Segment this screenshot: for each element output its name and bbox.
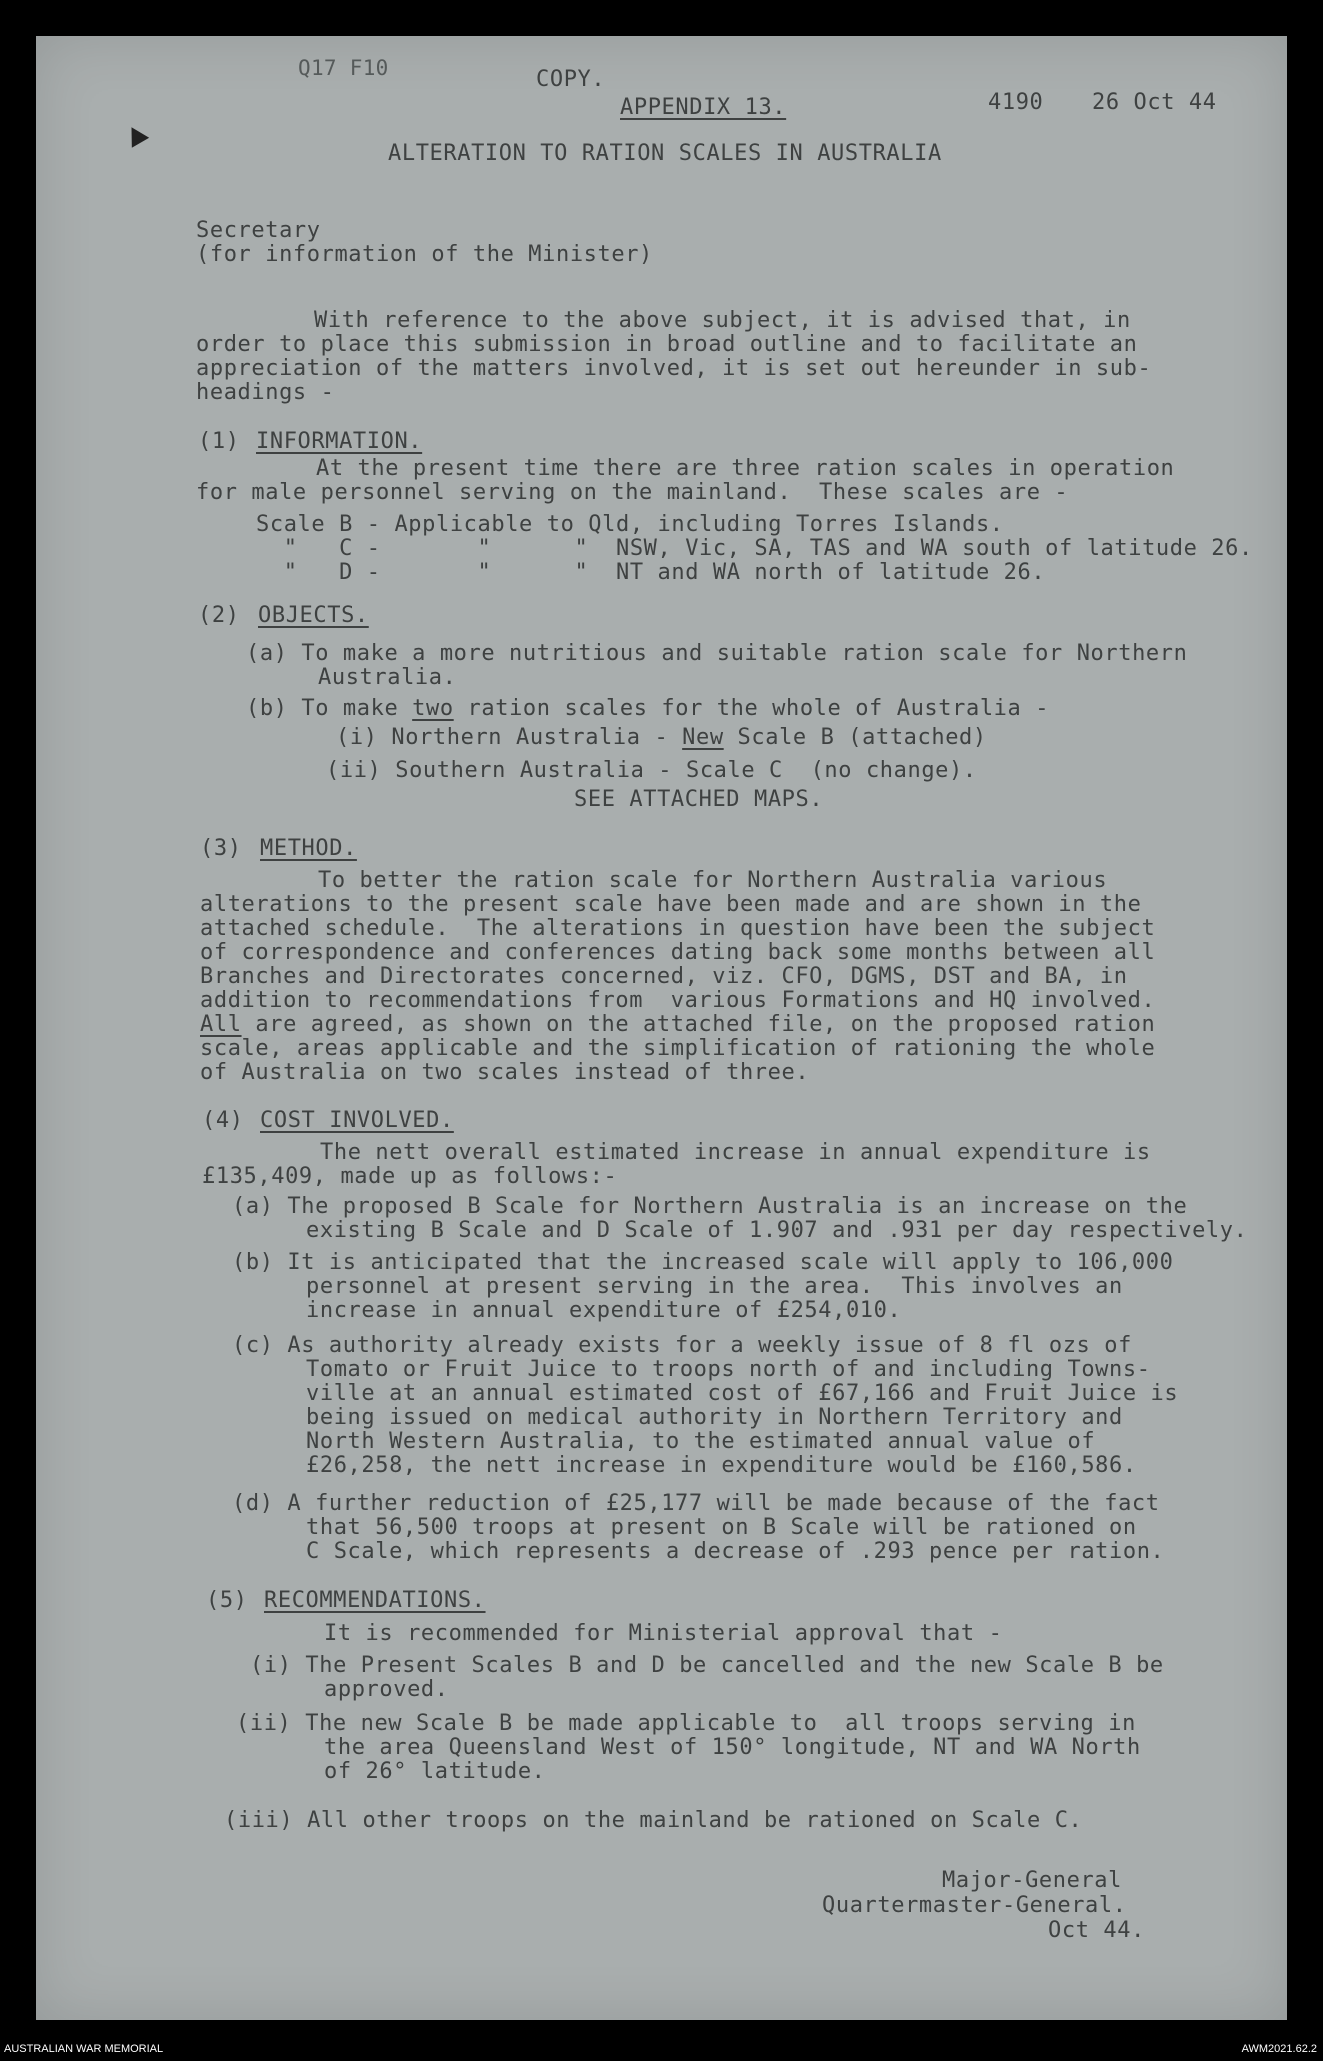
recommendation-ii: of 26° latitude. [324, 1759, 546, 1784]
section-3-line: of correspondence and conferences dating back some months between all [200, 940, 1156, 965]
cost-a-line: (a) The proposed B Scale for Northern Australia is an increase on the [232, 1194, 1188, 1219]
section-1-heading: INFORMATION. [256, 429, 423, 454]
cost-b-line: (b) It is anticipated that the increased scale will apply to 106,000 [232, 1250, 1174, 1275]
section-1-number: (1) [198, 429, 240, 454]
recommendation-i: approved. [324, 1677, 449, 1702]
emphasis-new: New [682, 725, 724, 750]
cost-d-line: C Scale, which represents a decrease of .293 pence per ration. [306, 1539, 1165, 1564]
scale-b-line: Scale B - Applicable to Qld, including Torres Islands. [256, 512, 1004, 537]
section-3-line: alterations to the present scale have been made and are shown in the [200, 892, 1142, 917]
recommendation-iii: (iii) All other troops on the mainland be rationed on Scale C. [224, 1808, 1083, 1833]
copy-label: COPY. [536, 67, 606, 92]
recommendation-ii: (ii) The new Scale B be made applicable to all troops serving in [236, 1711, 1136, 1736]
footer-accession-number: AWM2021.62.2 [1241, 2043, 1317, 2055]
intro-line: headings - [196, 380, 335, 405]
appendix-label: APPENDIX 13. [620, 95, 787, 120]
objective-a-line: (a) To make a more nutritious and suitable ration scale for Northern [246, 641, 1188, 666]
section-4-heading: COST INVOLVED. [260, 1108, 454, 1133]
scale-c-line: " C - " " NSW, Vic, SA, TAS and WA south of latitude 26. [256, 536, 1253, 561]
cost-c-line: Tomato or Fruit Juice to troops north of and including Towns- [306, 1357, 1151, 1382]
objective-a-line: Australia. [318, 665, 457, 690]
section-4-number: (4) [202, 1108, 244, 1133]
section-3-line: addition to recommendations from various Formations and HQ involved. [200, 988, 1156, 1013]
cost-c-line: North Western Australia, to the estimated annual value of [306, 1429, 1096, 1454]
cost-b-line: increase in annual expenditure of £254,010. [306, 1298, 902, 1323]
signature-date: Oct 44. [1048, 1918, 1145, 1943]
section-5-heading: RECOMMENDATIONS. [264, 1588, 486, 1613]
section-3-line: scale, areas applicable and the simplification of rationing the whole [200, 1036, 1156, 1061]
objective-b-ii: (ii) Southern Australia - Scale C (no change). [326, 758, 977, 783]
cost-a-line: existing B Scale and D Scale of 1.907 and .931 per day respectively. [306, 1218, 1248, 1243]
intro-line: appreciation of the matters involved, it is set out hereunder in sub- [196, 356, 1152, 381]
section-1-line: At the present time there are three ration scales in operation [316, 456, 1175, 481]
section-3-line: of Australia on two scales instead of three. [200, 1060, 810, 1085]
addressee-line1: Secretary [196, 218, 321, 243]
emphasis-all: All [200, 1012, 242, 1037]
document-title: ALTERATION TO RATION SCALES IN AUSTRALIA [388, 141, 942, 166]
intro-line: With reference to the above subject, it is advised that, in [314, 308, 1131, 333]
objective-b-i: (i) Northern Australia - New Scale B (attached) [336, 725, 987, 750]
emphasis-two: two [412, 696, 454, 721]
objective-b-line: (b) To make two ration scales for the whole of Australia - [246, 696, 1050, 721]
section-3-line: attached schedule. The alterations in question have been the subject [200, 916, 1156, 941]
cost-b-line: personnel at present serving in the area. This involves an [306, 1274, 1123, 1299]
cost-c-line: being issued on medical authority in Northern Territory and [306, 1405, 1123, 1430]
section-5-number: (5) [206, 1588, 248, 1613]
file-reference: Q17 F10 [298, 56, 389, 80]
addressee-line2: (for information of the Minister) [196, 242, 653, 267]
recommendation-intro: It is recommended for Ministerial approval that - [324, 1621, 1003, 1646]
intro-line: order to place this submission in broad outline and to facilitate an [196, 332, 1138, 357]
document-number: 4190 [988, 90, 1044, 115]
document-page [36, 36, 1287, 2020]
scale-d-line: " D - " " NT and WA north of latitude 26. [256, 560, 1046, 585]
section-2-heading: OBJECTS. [258, 603, 369, 628]
section-1-line: for male personnel serving on the mainland. These scales are - [196, 480, 1069, 505]
section-3-line: To better the ration scale for Northern Australia various [318, 868, 1108, 893]
cost-d-line: (d) A further reduction of £25,177 will be made because of the fact [232, 1491, 1160, 1516]
section-2-number: (2) [198, 603, 240, 628]
see-attached-maps: SEE ATTACHED MAPS. [574, 787, 824, 812]
recommendation-ii: the area Queensland West of 150° longitude, NT and WA North [324, 1735, 1141, 1760]
signature-rank: Major-General [942, 1868, 1122, 1893]
section-4-line: £135,409, made up as follows:- [202, 1164, 618, 1189]
section-3-line: All are agreed, as shown on the attached file, on the proposed ration [200, 1012, 1156, 1037]
footer-institution: AUSTRALIAN WAR MEMORIAL [4, 2043, 164, 2055]
section-3-line: Branches and Directorates concerned, viz. CFO, DGMS, DST and BA, in [200, 964, 1128, 989]
cost-d-line: that 56,500 troops at present on B Scale will be rationed on [306, 1515, 1137, 1540]
section-3-number: (3) [200, 836, 242, 861]
signature-title: Quartermaster-General. [822, 1893, 1127, 1918]
section-4-line: The nett overall estimated increase in annual expenditure is [320, 1140, 1151, 1165]
cost-c-line: £26,258, the nett increase in expenditure would be £160,586. [306, 1453, 1137, 1478]
cost-c-line: (c) As authority already exists for a weekly issue of 8 fl ozs of [232, 1333, 1132, 1358]
section-3-heading: METHOD. [260, 836, 357, 861]
cost-c-line: ville at an annual estimated cost of £67,166 and Fruit Juice is [306, 1381, 1179, 1406]
recommendation-i: (i) The Present Scales B and D be cancelled and the new Scale B be [250, 1653, 1164, 1678]
document-date: 26 Oct 44 [1092, 90, 1217, 115]
